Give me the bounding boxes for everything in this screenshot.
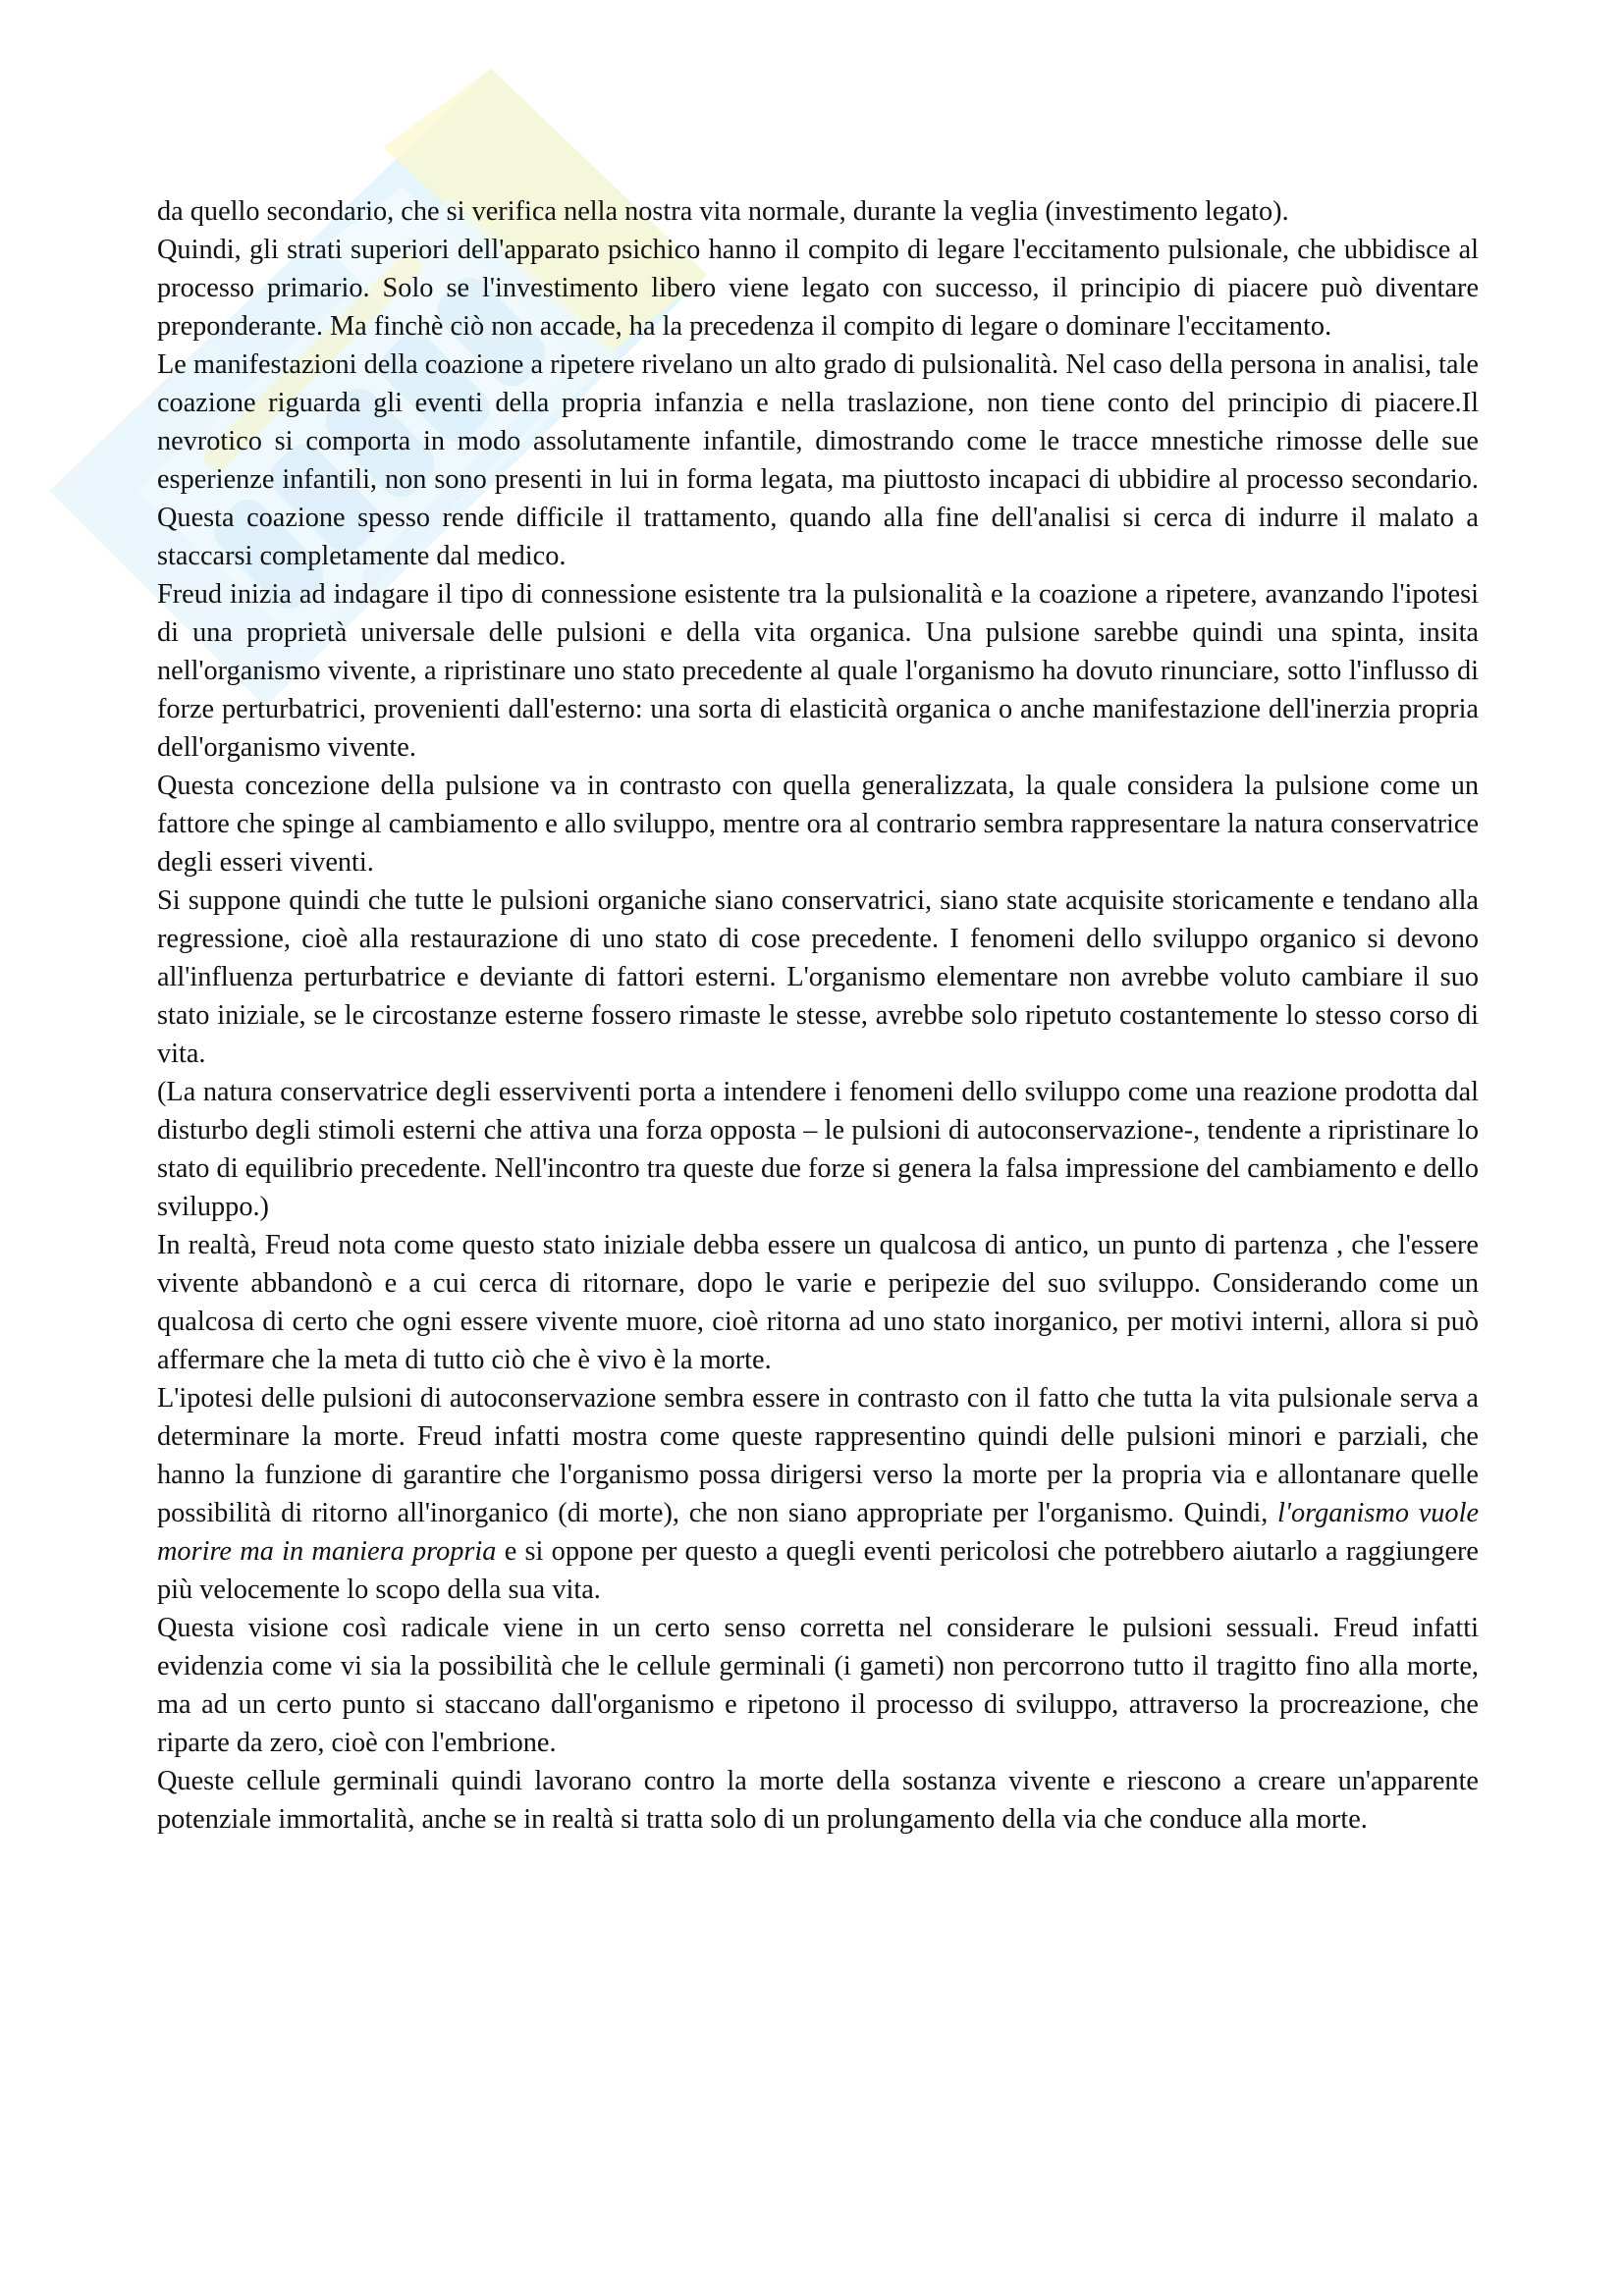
paragraph-10: Questa visione così radicale viene in un certo senso corretta nel considerare le pulsioni sessuali. Freud infatti evidenzia come vi sia la possibilità che le cellule germinali (i gameti) non percorrono tutto il tragitto fino alla morte, ma ad un certo punto si staccano dall'organismo e ripetono il processo di sviluppo, attraverso la procreazione, che riparte da zero, cioè con l'embrione.: [157, 1613, 1479, 1758]
paragraph-4: Freud inizia ad indagare il tipo di connessione esistente tra la pulsionalità e la coazione a ripetere, avanzando l'ipotesi di una proprietà universale delle pulsioni e della vita organica. Una pulsione sarebbe quindi una spinta, insita nell'organismo vivente, a ripristinare uno stato precedente al quale l'organismo ha dovuto rinunciare, sotto l'influsso di forze perturbatrici, provenienti dall'esterno: una sorta di elasticità organica o anche manifestazione dell'inerzia propria dell'organismo vivente.: [157, 579, 1479, 763]
paragraph-2: Quindi, gli strati superiori dell'apparato psichico hanno il compito di legare l'eccitamento pulsionale, che ubbidisce al processo primario. Solo se l'investimento libero viene legato con successo, il principio di piacere può diventare preponderante. Ma finchè ciò non accade, ha la precedenza il compito di legare o dominare l'eccitamento.: [157, 235, 1479, 342]
paragraph-6: Si suppone quindi che tutte le pulsioni organiche siano conservatrici, siano state acquisite storicamente e tendano alla regressione, cioè alla restaurazione di uno stato di cose precedente. I fenomeni dello sviluppo organico si devono all'influenza perturbatrice e deviante di fattori esterni. L'organismo elementare non avrebbe voluto cambiare il suo stato iniziale, se le circostanze esterne fossero rimaste le stesse, avrebbe solo ripetuto costantemente lo stesso corso di vita.: [157, 885, 1479, 1069]
paragraph-9-before: L'ipotesi delle pulsioni di autoconservazione sembra essere in contrasto con il fatto che tutta la vita pulsionale serva a determinare la morte. Freud infatti mostra come queste rappresentino quindi delle pulsioni minori e parziali, che hanno la funzione di garantire che l'organismo possa dirigersi verso la morte per la propria via e allontanare quelle possibilità di ritorno all'inorganico (di morte), che non siano appropriate per l'organismo. Quindi,: [157, 1383, 1479, 1528]
paragraph-7: (La natura conservatrice degli esserviventi porta a intendere i fenomeni dello sviluppo come una reazione prodotta dal disturbo degli stimoli esterni che attiva una forza opposta – le pulsioni di autoconservazione-, tendente a ripristinare lo stato di equilibrio precedente. Nell'incontro tra queste due forze si genera la falsa impressione del cambiamento e dello sviluppo.): [157, 1077, 1479, 1222]
paragraph-9-after: e si oppone per questo a quegli eventi pericolosi che potrebbero aiutarlo a raggiungere più velocemente lo scopo della sua vita.: [157, 1536, 1479, 1605]
paragraph-9-italic: l'organismo vuole morire ma in maniera propria: [157, 1498, 1480, 1567]
document-body: [157, 192, 1479, 1839]
paragraph-8: In realtà, Freud nota come questo stato iniziale debba essere un qualcosa di antico, un punto di partenza , che l'essere vivente abbandonò e a cui cerca di ritornare, dopo le varie e peripezie del suo sviluppo. Considerando come un qualcosa di certo che ogni essere vivente muore, cioè ritorna ad uno stato inorganico, per motivi interni, allora si può affermare che la meta di tutto ciò che è vivo è la morte.: [157, 1230, 1479, 1375]
paragraph-9: [157, 1379, 1479, 1609]
paragraph-11: Queste cellule germinali quindi lavorano contro la morte della sostanza vivente e riescono a creare un'apparente potenziale immortalità, anche se in realtà si tratta solo di un prolungamento della via che conduce alla morte.: [157, 1766, 1479, 1835]
paragraph-1: da quello secondario, che si verifica nella nostra vita normale, durante la veglia (investimento legato).: [157, 196, 1289, 227]
paragraph-3: Le manifestazioni della coazione a ripetere rivelano un alto grado di pulsionalità. Nel caso della persona in analisi, tale coazione riguarda gli eventi della propria infanzia e nella traslazione, non tiene conto del principio di piacere.Il nevrotico si comporta in modo assolutamente infantile, dimostrando come le tracce mnestiche rimosse delle sue esperienze infantili, non sono presenti in lui in forma legata, ma piuttosto incapaci di ubbidire al processo secondario. Questa coazione spesso rende difficile il trattamento, quando alla fine dell'analisi si cerca di indurre il malato a staccarsi completamente dal medico.: [157, 349, 1479, 571]
paragraph-5: Questa concezione della pulsione va in contrasto con quella generalizzata, la quale considera la pulsione come un fattore che spinge al cambiamento e allo sviluppo, mentre ora al contrario sembra rappresentare la natura conservatrice degli esseri viventi.: [157, 771, 1479, 878]
